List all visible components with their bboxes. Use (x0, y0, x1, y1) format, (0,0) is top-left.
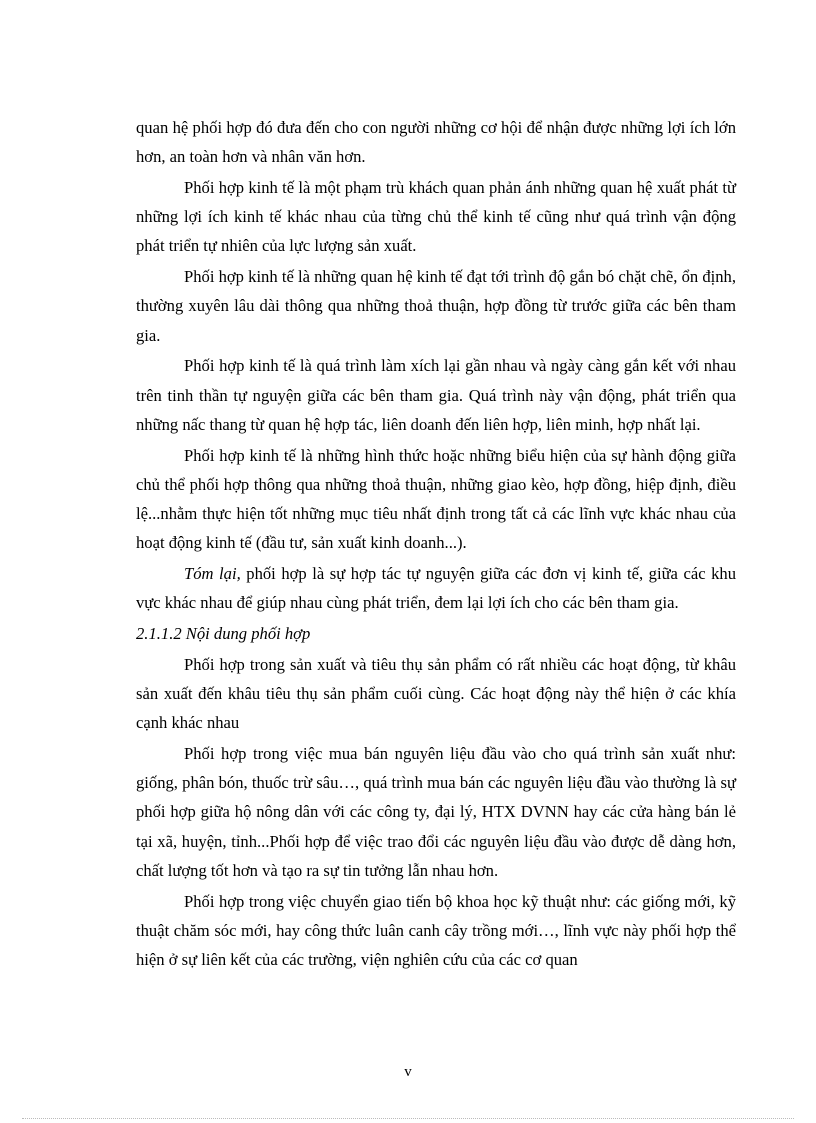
page-bottom-divider (22, 1118, 794, 1119)
paragraph: Phối hợp trong sản xuất và tiêu thụ sản phẩm có rất nhiều các hoạt động, từ khâu sản xuất đến khâu tiêu thụ sản phẩm cuối cùng. Các hoạt động này thể hiện ở các khía cạnh khác nhau (136, 654, 736, 733)
paragraph: Phối hợp trong việc chuyển giao tiến bộ khoa học kỹ thuật như: các giống mới, kỹ thuật chăm sóc mới, hay công thức luân canh cây trồng mới…, lĩnh vực này phối hợp thể hiện ở sự liên kết của các trường, viện nghiên cứu của các cơ quan (136, 891, 736, 970)
paragraph: Phối hợp kinh tế là quá trình làm xích lại gần nhau và ngày càng gắn kết với nhau trên tinh thần tự nguyện giữa các bên tham gia. Quá trình này vận động, phát triển qua những nấc thang từ quan hệ hợp tác, liên doanh đến liên hợp, liên minh, hợp nhất lại. (136, 356, 736, 434)
paragraph: Phối hợp kinh tế là một phạm trù khách quan phản ánh những quan hệ xuất phát từ những lợi ích kinh tế khác nhau của từng chủ thể kinh tế cũng như quá trình vận động phát triển tự nhiên của lực lượng sản xuất. (136, 178, 736, 256)
summary-lead: Tóm lại, (184, 564, 241, 584)
body-text (136, 113, 736, 976)
paragraph: Phối hợp kinh tế là những quan hệ kinh tế đạt tới trình độ gắn bó chặt chẽ, ổn định, thường xuyên lâu dài thông qua những thoả thuận, hợp đồng từ trước giữa các bên tham gia. (136, 267, 736, 345)
paragraph-summary (136, 559, 736, 617)
section-heading: 2.1.1.2 Nội dung phối hợp (136, 624, 311, 644)
paragraph: Phối hợp trong việc mua bán nguyên liệu đầu vào cho quá trình sản xuất như: giống, phân bón, thuốc trừ sâu…, quá trình mua bán các nguyên liệu đầu vào thường là sự phối hợp giữa hộ nông dân với các công ty, đại lý, HTX DVNN hay các cửa hàng bán lẻ tại xã, huyện, tỉnh...Phối hợp để việc trao đổi các nguyên liệu đầu vào được dễ dàng hơn, chất lượng tốt hơn và tạo ra sự tin tưởng lẫn nhau hơn. (136, 744, 736, 880)
summary-text: phối hợp là sự hợp tác tự nguyện giữa các đơn vị kinh tế, giữa các khu vực khác nhau để giúp nhau cùng phát triển, đem lại lợi ích cho các bên tham gia. (136, 564, 737, 613)
page-number: v (404, 1064, 412, 1080)
paragraph: Phối hợp kinh tế là những hình thức hoặc những biểu hiện của sự hành động giữa chủ thể phối hợp thông qua những thoả thuận, những giao kèo, hợp đồng, hiệp định, điều lệ...nhằm thực hiện tốt những mục tiêu nhất định trong tất cả các lĩnh vực khác nhau của hoạt động kinh tế (đầu tư, sản xuất kinh doanh...). (136, 445, 736, 553)
paragraph-continued: quan hệ phối hợp đó đưa đến cho con người những cơ hội để nhận được những lợi ích lớn hơn, an toàn hơn và nhân văn hơn. (136, 118, 736, 167)
